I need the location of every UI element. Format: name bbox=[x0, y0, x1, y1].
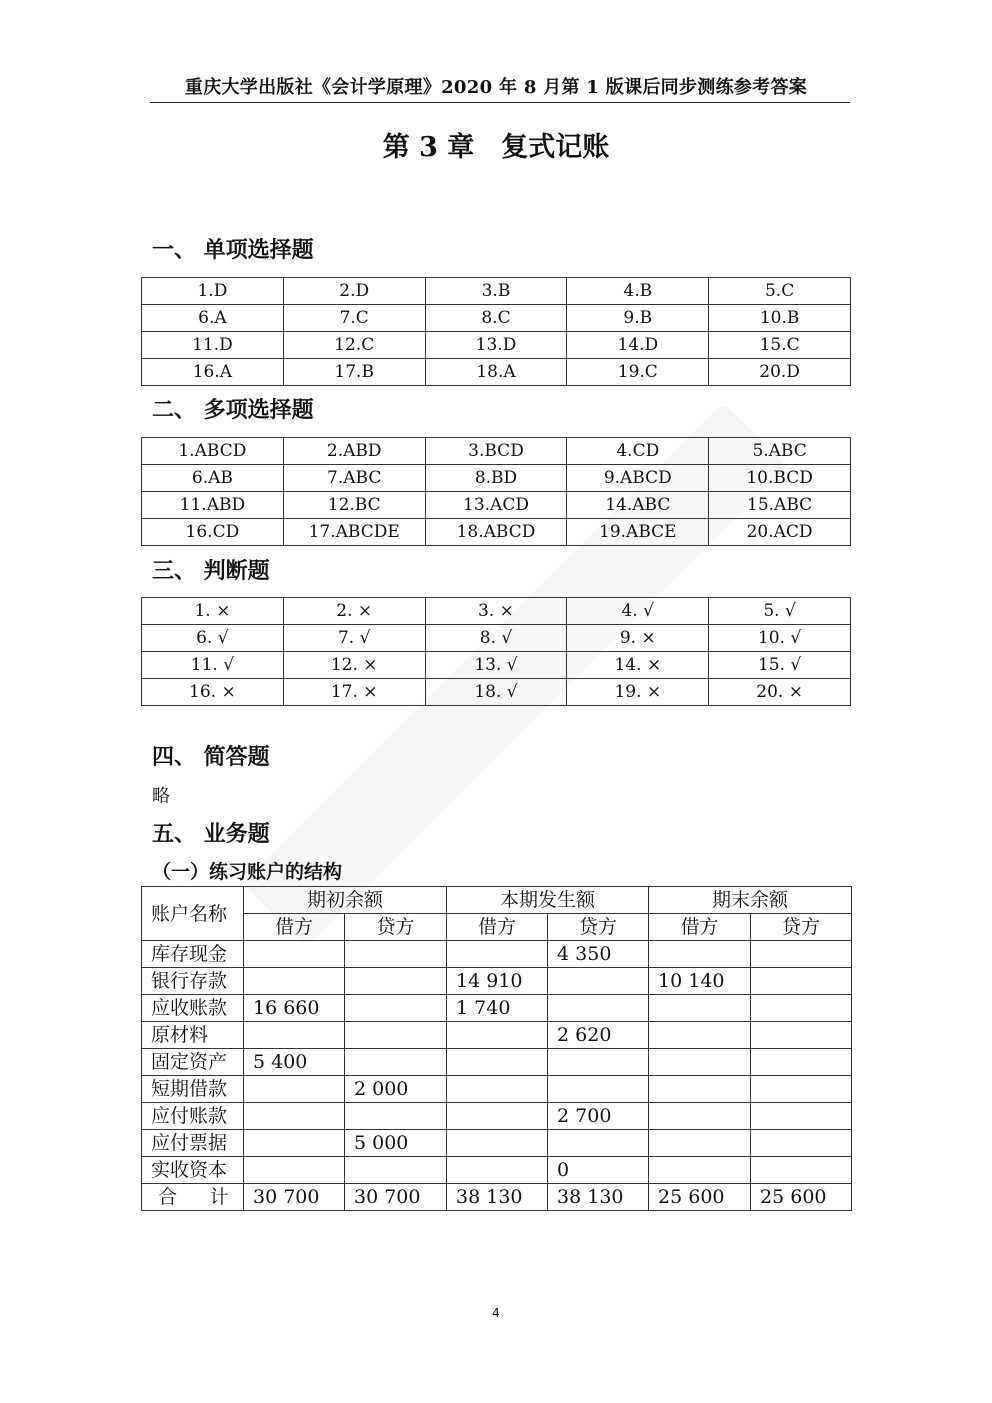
amount-cell bbox=[345, 995, 447, 1022]
answer-row bbox=[142, 598, 851, 625]
amount-cell: 2 700 bbox=[548, 1103, 649, 1130]
amount-cell bbox=[548, 968, 649, 995]
amount-cell bbox=[751, 941, 852, 968]
answer-cell: 16.CD bbox=[142, 519, 284, 546]
answer-cell: 7.C bbox=[283, 305, 425, 332]
answer-row bbox=[142, 359, 851, 386]
amount-cell bbox=[649, 1049, 751, 1076]
answer-cell: 3.BCD bbox=[425, 438, 567, 465]
section-heading-true-false: 三、 判断题 bbox=[152, 558, 270, 584]
section-heading-short-answer: 四、 简答题 bbox=[152, 744, 270, 770]
amount-cell: 16 660 bbox=[244, 995, 345, 1022]
period-amount-header: 本期发生额 bbox=[447, 887, 649, 914]
period-credit-header: 贷方 bbox=[548, 914, 649, 941]
opening-balance-header: 期初余额 bbox=[244, 887, 447, 914]
ledger-subheader-row bbox=[142, 914, 852, 941]
answer-cell: 4.B bbox=[567, 278, 709, 305]
amount-cell bbox=[244, 941, 345, 968]
account-name: 固定资产 bbox=[142, 1049, 244, 1076]
account-name: 库存现金 bbox=[142, 941, 244, 968]
amount-cell bbox=[751, 968, 852, 995]
answer-cell: 18.ABCD bbox=[425, 519, 567, 546]
answer-cell: 1.ABCD bbox=[142, 438, 284, 465]
running-title: 重庆大学出版社《会计学原理》2020 年 8 月第 1 版课后同步测练参考答案 bbox=[184, 77, 808, 98]
closing-debit-header: 借方 bbox=[649, 914, 751, 941]
section-heading-multiple-choice: 二、 多项选择题 bbox=[152, 397, 314, 423]
answer-cell: 19.C bbox=[567, 359, 709, 386]
account-name-header: 账户名称 bbox=[142, 887, 244, 941]
answer-cell: 11. √ bbox=[142, 652, 284, 679]
true-false-answer-table bbox=[141, 597, 851, 706]
account-name: 银行存款 bbox=[142, 968, 244, 995]
answer-cell: 6. √ bbox=[142, 625, 284, 652]
amount-cell bbox=[345, 1049, 447, 1076]
amount-cell bbox=[244, 968, 345, 995]
account-name: 应付票据 bbox=[142, 1130, 244, 1157]
amount-cell bbox=[751, 1130, 852, 1157]
answer-cell: 20.ACD bbox=[709, 519, 851, 546]
page-number: 4 bbox=[492, 1306, 500, 1320]
answer-cell: 15. √ bbox=[709, 652, 851, 679]
amount-cell bbox=[345, 968, 447, 995]
amount-cell bbox=[447, 1157, 548, 1184]
amount-cell: 25 600 bbox=[751, 1184, 852, 1211]
answer-row bbox=[142, 438, 851, 465]
answer-cell: 18. √ bbox=[425, 679, 567, 706]
answer-cell: 13.ACD bbox=[425, 492, 567, 519]
amount-cell: 5 400 bbox=[244, 1049, 345, 1076]
answer-cell: 11.ABD bbox=[142, 492, 284, 519]
closing-balance-header: 期末余额 bbox=[649, 887, 852, 914]
amount-cell: 30 700 bbox=[244, 1184, 345, 1211]
answer-cell: 3. × bbox=[425, 598, 567, 625]
ledger-row bbox=[142, 995, 852, 1022]
answer-cell: 20.D bbox=[709, 359, 851, 386]
answer-cell: 15.ABC bbox=[709, 492, 851, 519]
answer-row bbox=[142, 332, 851, 359]
answer-row bbox=[142, 465, 851, 492]
answer-cell: 12.BC bbox=[283, 492, 425, 519]
section-heading-practice: 五、 业务题 bbox=[152, 821, 270, 847]
closing-credit-header: 贷方 bbox=[751, 914, 852, 941]
amount-cell bbox=[751, 1022, 852, 1049]
answer-cell: 4. √ bbox=[567, 598, 709, 625]
answer-cell: 2. × bbox=[283, 598, 425, 625]
answer-cell: 12.C bbox=[283, 332, 425, 359]
amount-cell bbox=[751, 1049, 852, 1076]
amount-cell bbox=[751, 1076, 852, 1103]
ledger-row bbox=[142, 1049, 852, 1076]
answer-cell: 9.B bbox=[567, 305, 709, 332]
amount-cell: 38 130 bbox=[548, 1184, 649, 1211]
amount-cell bbox=[447, 941, 548, 968]
ledger-row bbox=[142, 1130, 852, 1157]
answer-cell: 9. × bbox=[567, 625, 709, 652]
account-structure-table bbox=[141, 886, 852, 1211]
answer-cell: 17. × bbox=[283, 679, 425, 706]
amount-cell: 1 740 bbox=[447, 995, 548, 1022]
ledger-row bbox=[142, 1076, 852, 1103]
amount-cell: 4 350 bbox=[548, 941, 649, 968]
opening-debit-header: 借方 bbox=[244, 914, 345, 941]
amount-cell bbox=[244, 1157, 345, 1184]
amount-cell bbox=[244, 1022, 345, 1049]
amount-cell: 14 910 bbox=[447, 968, 548, 995]
amount-cell bbox=[447, 1076, 548, 1103]
answer-row bbox=[142, 305, 851, 332]
amount-cell bbox=[548, 1130, 649, 1157]
short-answer-body: 略 bbox=[152, 786, 170, 807]
chapter-title: 第 3 章 复式记账 bbox=[382, 132, 610, 163]
answer-cell: 1.D bbox=[142, 278, 284, 305]
account-name: 应付账款 bbox=[142, 1103, 244, 1130]
ledger-row bbox=[142, 1103, 852, 1130]
answer-row bbox=[142, 492, 851, 519]
amount-cell bbox=[548, 1049, 649, 1076]
answer-cell: 3.B bbox=[425, 278, 567, 305]
answer-cell: 8. √ bbox=[425, 625, 567, 652]
amount-cell bbox=[751, 1157, 852, 1184]
answer-cell: 15.C bbox=[709, 332, 851, 359]
amount-cell bbox=[751, 995, 852, 1022]
answer-cell: 13. √ bbox=[425, 652, 567, 679]
answer-cell: 5. √ bbox=[709, 598, 851, 625]
period-debit-header: 借方 bbox=[447, 914, 548, 941]
amount-cell bbox=[345, 1103, 447, 1130]
amount-cell bbox=[447, 1049, 548, 1076]
answer-cell: 6.A bbox=[142, 305, 284, 332]
single-choice-answer-table bbox=[141, 277, 851, 386]
amount-cell bbox=[649, 995, 751, 1022]
amount-cell: 38 130 bbox=[447, 1184, 548, 1211]
amount-cell: 10 140 bbox=[649, 968, 751, 995]
answer-cell: 2.ABD bbox=[283, 438, 425, 465]
amount-cell: 2 620 bbox=[548, 1022, 649, 1049]
account-name: 原材料 bbox=[142, 1022, 244, 1049]
answer-cell: 19. × bbox=[567, 679, 709, 706]
answer-cell: 4.CD bbox=[567, 438, 709, 465]
answer-cell: 11.D bbox=[142, 332, 284, 359]
answer-cell: 17.ABCDE bbox=[283, 519, 425, 546]
answer-cell: 18.A bbox=[425, 359, 567, 386]
answer-cell: 2.D bbox=[283, 278, 425, 305]
answer-cell: 8.BD bbox=[425, 465, 567, 492]
answer-row bbox=[142, 519, 851, 546]
amount-cell bbox=[649, 1130, 751, 1157]
amount-cell: 25 600 bbox=[649, 1184, 751, 1211]
amount-cell bbox=[447, 1103, 548, 1130]
ledger-row bbox=[142, 941, 852, 968]
section-heading-single-choice: 一、 单项选择题 bbox=[152, 237, 314, 263]
amount-cell bbox=[244, 1076, 345, 1103]
answer-cell: 12. × bbox=[283, 652, 425, 679]
account-name: 实收资本 bbox=[142, 1157, 244, 1184]
answer-cell: 10.BCD bbox=[709, 465, 851, 492]
amount-cell bbox=[649, 1022, 751, 1049]
answer-cell: 16.A bbox=[142, 359, 284, 386]
answer-cell: 10. √ bbox=[709, 625, 851, 652]
practice-subheading: （一）练习账户的结构 bbox=[152, 861, 343, 883]
amount-cell bbox=[649, 1103, 751, 1130]
amount-cell bbox=[548, 995, 649, 1022]
answer-row bbox=[142, 652, 851, 679]
ledger-total-row bbox=[142, 1184, 852, 1211]
amount-cell bbox=[447, 1022, 548, 1049]
amount-cell: 30 700 bbox=[345, 1184, 447, 1211]
answer-cell: 13.D bbox=[425, 332, 567, 359]
ledger-row bbox=[142, 968, 852, 995]
answer-row bbox=[142, 625, 851, 652]
amount-cell bbox=[345, 1157, 447, 1184]
answer-cell: 8.C bbox=[425, 305, 567, 332]
answer-cell: 20. × bbox=[709, 679, 851, 706]
answer-cell: 5.C bbox=[709, 278, 851, 305]
opening-credit-header: 贷方 bbox=[345, 914, 447, 941]
answer-cell: 19.ABCE bbox=[567, 519, 709, 546]
answer-cell: 14.D bbox=[567, 332, 709, 359]
answer-cell: 17.B bbox=[283, 359, 425, 386]
answer-row bbox=[142, 679, 851, 706]
answer-cell: 10.B bbox=[709, 305, 851, 332]
ledger-header-row bbox=[142, 887, 852, 914]
amount-cell bbox=[244, 1103, 345, 1130]
answer-cell: 7.ABC bbox=[283, 465, 425, 492]
amount-cell bbox=[345, 941, 447, 968]
multiple-choice-answer-table bbox=[141, 437, 851, 546]
ledger-row bbox=[142, 1157, 852, 1184]
header-rule bbox=[150, 102, 850, 103]
answer-row bbox=[142, 278, 851, 305]
amount-cell bbox=[649, 1157, 751, 1184]
account-name: 应收账款 bbox=[142, 995, 244, 1022]
answer-cell: 9.ABCD bbox=[567, 465, 709, 492]
answer-cell: 14.ABC bbox=[567, 492, 709, 519]
amount-cell bbox=[751, 1103, 852, 1130]
amount-cell bbox=[345, 1022, 447, 1049]
answer-cell: 14. × bbox=[567, 652, 709, 679]
amount-cell bbox=[244, 1130, 345, 1157]
amount-cell bbox=[548, 1076, 649, 1103]
answer-cell: 6.AB bbox=[142, 465, 284, 492]
answer-cell: 16. × bbox=[142, 679, 284, 706]
ledger-row bbox=[142, 1022, 852, 1049]
answer-cell: 7. √ bbox=[283, 625, 425, 652]
amount-cell bbox=[649, 1076, 751, 1103]
amount-cell: 5 000 bbox=[345, 1130, 447, 1157]
answer-cell: 5.ABC bbox=[709, 438, 851, 465]
total-label: 合 计 bbox=[142, 1184, 244, 1211]
amount-cell bbox=[447, 1130, 548, 1157]
amount-cell: 0 bbox=[548, 1157, 649, 1184]
answer-cell: 1. × bbox=[142, 598, 284, 625]
account-name: 短期借款 bbox=[142, 1076, 244, 1103]
amount-cell bbox=[649, 941, 751, 968]
amount-cell: 2 000 bbox=[345, 1076, 447, 1103]
